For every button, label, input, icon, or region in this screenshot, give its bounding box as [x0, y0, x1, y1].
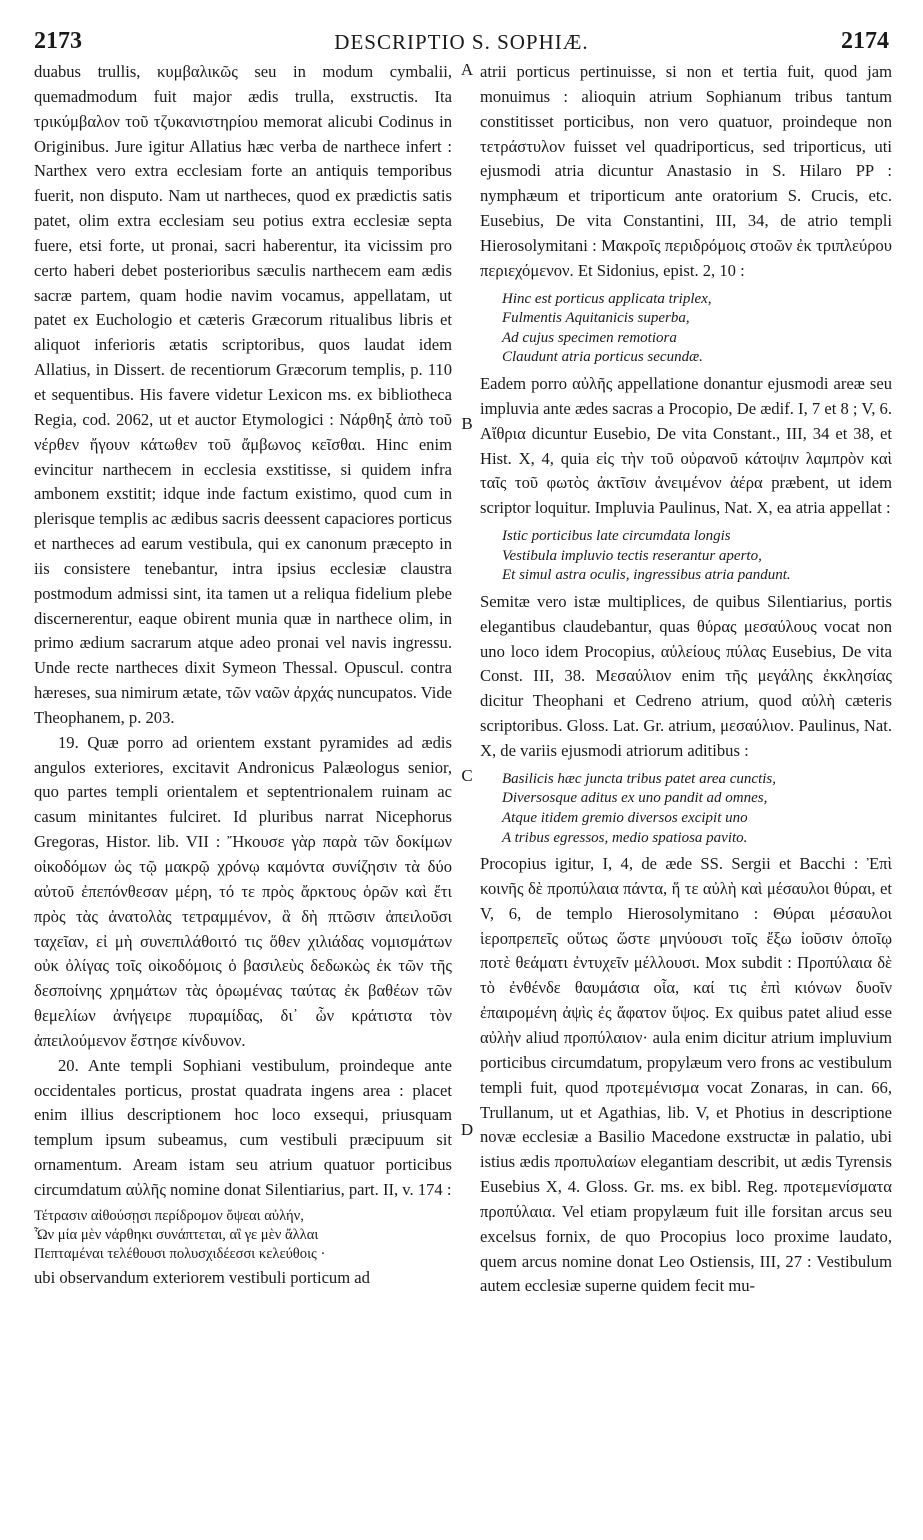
verse-line: Et simul astra oculis, ingressibus atria pandunt.	[502, 567, 791, 584]
left-column	[34, 60, 452, 1291]
left-paragraph-19: 19. Quæ porro ad orientem exstant pyramides ad ædis angulos exteriores, excitavit Andronicus Palæologus senior, quo partes templi orientalem et septentrionalem ruinam ac casum minitantes fulciret. Id pluribus narrat Nicephorus Gregoras, Histor. lib. VII : Ἤκουσε γὰρ παρὰ τῶν δοκίμων οἰκοδόμων ὡς τῷ μακρῷ χρόνῳ καμόντα συνίζησιν τὰ δύο αὐτοῦ ἐπεπόνθεσαν μέρη, τό τε πρὸς ἄρκτους ὁρῶν καὶ ἔτι πρὸς τὰς ἀνατολὰς τετραμμένον, ἃ δὴ πτῶσιν ἀπειλοῦσι ταχεῖαν, εἰ μὴ συνεπιλάθοιτό τις ὅθεν χιλιάδας νομισμάτων οὐκ ὀλίγας τοῖς οἰκοδόμοις ὁ βασιλεὺς δεδωκὼς ἐκ τῶν τῆς δεσποίνης χρημάτων τὰς ὁρωμένας ταύτας ἐκ βαθέων τῶν θεμελίων ἀνήγειρε πυραμίδας, δι᾽ ὧν κράτιστα τὸν ἀπειλούμενον ἔστησε κίνδυνον.	[34, 732, 452, 1050]
verse-line: Ad cujus specimen remotiora	[502, 329, 677, 346]
verse-line: Istic porticibus late circumdata longis	[502, 528, 731, 545]
running-title: DESCRIPTIO S. SOPHIÆ.	[334, 30, 589, 54]
verse-line: Fulmentis Aquitanicis superba,	[502, 310, 690, 327]
greek-verse-line: Ὧν μία μὲν νάρθηκι συνάπτεται, αἳ γε μὲν ἄλλαι	[34, 1226, 319, 1243]
left-paragraph-1: duabus trullis, κυμβαλικῶς seu in modum cymbalii, quemadmodum fuit major ædis trulla, exstructis. Ita τρικύμβαλον τοῦ τζυκανιστηρίου memorat alicubi Codinus in Originibus. Jure igitur Allatius hæc verba de narthece infert : Narthex vero extra ecclesiam forte an antiquis temporibus fuerit, non disputo. Nam ut nartheces, quod ex prædictis satis patet, olim extra ecclesiam seu potius extra ecclesiæ septa fuere, etsi forte, ut pronai, sacri haberentur, ita vicissim pro certo haberi debet posterioribus sæculis narthecem eam ædis sacræ partem, quam hodie navim vocamus, appellatam, ut patet ex Euchologio et cæteris Græcorum ritualibus libris et aliquot inferioris ætatis scriptoribus, quos laudat idem Allatius, in Dissert. de recentiorum Græcorum templis, p. 110 et sequentibus. His favere videtur Lexicon ms. ex bibliotheca Regia, cod. 2062, ut et auctor Etymologici : Νάρθηξ ἀπὸ τοῦ νέρθεν ἤγουν κάτωθεν τοῦ ἄμβωνος κεῖσθαι. Hinc enim evincitur narthecem in ecclesia exstitisse, si quidem infra ambonem exstitit; idque inde factum existimo, quod cum in plerisque templis ac ædibus sacris deessent capaciores porticus et nartheces ad earum vestibula, qui ex canonum præcepto in iis consistere tenebantur, intra ipsius ecclesiæ claustra postmodum admissi sint, ita tamen ut a reliqua fidelium plebe discernerentur, eaque obirent munia quæ in narthece olim, in primo ædium sacrarum atque adeo pronai vel navis ingressu. Unde recte nartheces dixit Symeon Thessal. Opuscul. contra hæreses, sua nimirum ætate, τῶν ναῶν ἀρχάς nuncupatos. Vide Theophanem, p. 203.	[34, 62, 452, 727]
verse-line: Basilicis hæc juncta tribus patet area cunctis,	[502, 770, 776, 787]
right-paragraph-3: Semitæ vero istæ multiplices, de quibus Silentiarius, portis elegantibus claudebantur, quas θύρας μεσαύλους vocat non uno loco idem Procopius, αὐλείους πύλας Eusebius, De vita Const. III, 38. Μεσαύλιον enim τῆς μεγάλης ἐκκλησίας dicitur Theophani et Cedreno atrium, quod αὐλὴ cæteris scriptoribus. Gloss. Lat. Gr. atrium, μεσαύλιον. Paulinus, Nat. X, de variis ejusmodi atriorum aditibus :	[480, 591, 892, 760]
verse-line: Claudunt atria porticus secundæ.	[502, 349, 703, 366]
margin-letter-c: C	[461, 766, 473, 785]
verse-line: A tribus egressos, medio spatiosa pavito.	[502, 829, 748, 846]
margin-letter-a: A	[460, 60, 474, 79]
greek-verse-quote	[34, 1207, 452, 1264]
verse-line: Vestibula impluvio tectis reserantur aperto,	[502, 547, 762, 564]
greek-verse-line: Πεπταμέναι τελέθουσι πολυσχιδέεσσι κελεύθοις ·	[34, 1245, 326, 1262]
left-paragraph-20: 20. Ante templi Sophiani vestibulum, proindeque ante occidentales porticus, prostat quadrata ingens area : placet enim illius descriptionem hoc loco exsequi, priusquam templum ipsum subeamus, cum vestibuli præcipuum sit ornamentum. Aream istam seu atrium quatuor porticibus circumdatum αὐλῆς nomine donat Silentiarius, part. II, v. 174 :	[34, 1055, 452, 1199]
greek-verse-line: Τέτρασιν αἰθούσῃσι περίδρομον ὄψεαι αὐλήν,	[34, 1207, 304, 1224]
page-number-right: 2174	[841, 28, 889, 54]
page-header	[0, 28, 923, 58]
right-column	[480, 60, 892, 1299]
verse-line: Diversosque aditus ex uno pandit ad omnes,	[502, 790, 768, 807]
margin-letter-d: D	[460, 1120, 474, 1139]
verse-sidonius	[502, 290, 892, 368]
margin-letter-b: B	[461, 414, 473, 433]
page-number-left: 2173	[34, 28, 82, 54]
right-paragraph-1: atrii porticus pertinuisse, si non et tertia fuit, quod jam monuimus : alioquin atrium Sophianum tribus tantum constitisset porticibus, non vero quatuor, proindeque non τετράστυλον fuisset vel quadriporticus, sed triporticus, uti ejusmodi atria dicuntur Anastasio in S. Hilaro PP : nymphæum et triporticum ante oratorium S. Crucis, etc. Eusebius, De vita Constantini, III, 34, de atrio templi Hierosolymitani : Μακροῖς περιδρόμοις στοῶν ἐκ τριπλεύρου περιεχόμενον. Et Sidonius, epist. 2, 10 :	[480, 62, 892, 280]
left-paragraph-end: ubi observandum exteriorem vestibuli porticum ad	[34, 1267, 370, 1287]
verse-paulinus-1	[502, 527, 892, 586]
verse-line: Atque itidem gremio diversos excipit uno	[502, 809, 748, 826]
right-paragraph-2: Eadem porro αὐλῆς appellatione donantur ejusmodi areæ seu impluvia ante ædes sacras a Procopio, De ædif. I, 7 et 8 ; V, 6. Αἴθρια dicuntur Eusebio, De vita Constant., III, 34 et 38, et Hist. X, 4, quia εἰς τὴν τοῦ οὐρανοῦ κάτοψιν λαμπρὸν καὶ ταῖς τοῦ φωτὸς ἀκτῖσιν ἀνειμένον ἀέρα præbent, ut idem scriptor loquitur. Impluvia Paulinus, Nat. X, ea atria appellat :	[480, 373, 892, 518]
right-paragraph-4: Procopius igitur, I, 4, de æde SS. Sergii et Bacchi : Ἐπὶ κοινῆς δὲ προπύλαια πάντα, ἥ τε αὐλὴ καὶ μέσαυλοι θύραι, et V, 6, de templo Hierosolymitano : Θύραι μέσαυλοι ἱεροπρεπεῖς οὕτως ὥστε μηνύουσι τοῖς ἔξω ἰοῦσιν ὁποῖῳ ποτὲ θεάματι ἐντυχεῖν μέλλουσι. Mox subdit : Προπύλαια δὲ τὸ ἐνθένδε θαυμάσια οἷα, καί τις ἐπὶ κιόνων δυοῖν ἐπαιρομένη ἀψὶς ἐς ἄφατον ὕψος. Ex quibus patet aliud esse αὐλὴν aliud προπύλαιον· aula enim dicitur atrium impluvium porticibus circumdatum, propylæum vero frons ac vestibulum templi fuit, quod προτεμένισμα vocat Zonaras, in can. 66, Trullanum, ut et Agathias, lib. V, et Photius in descriptione novæ ecclesiæ a Basilio Macedone exstructæ in palatio, ubi istius ædis προπυλαίων elegantiam describit, ut ædis Tyrensis Eusebius X, 4. Gloss. Gr. ms. ex bibl. Reg. προτεμενίσματα προπύλαια. Vel etiam propylæum fuit ille forsitan arcus seu excelsus fornix, de quo Procopius loco proxime laudato, quem arcus nomine donat Leo Ostiensis, III, 27 : Vestibulum autem ecclesiæ superne quidem fecit mu-	[480, 854, 892, 1296]
verse-paulinus-2	[502, 770, 892, 848]
verse-line: Hinc est porticus applicata triplex,	[502, 290, 712, 307]
